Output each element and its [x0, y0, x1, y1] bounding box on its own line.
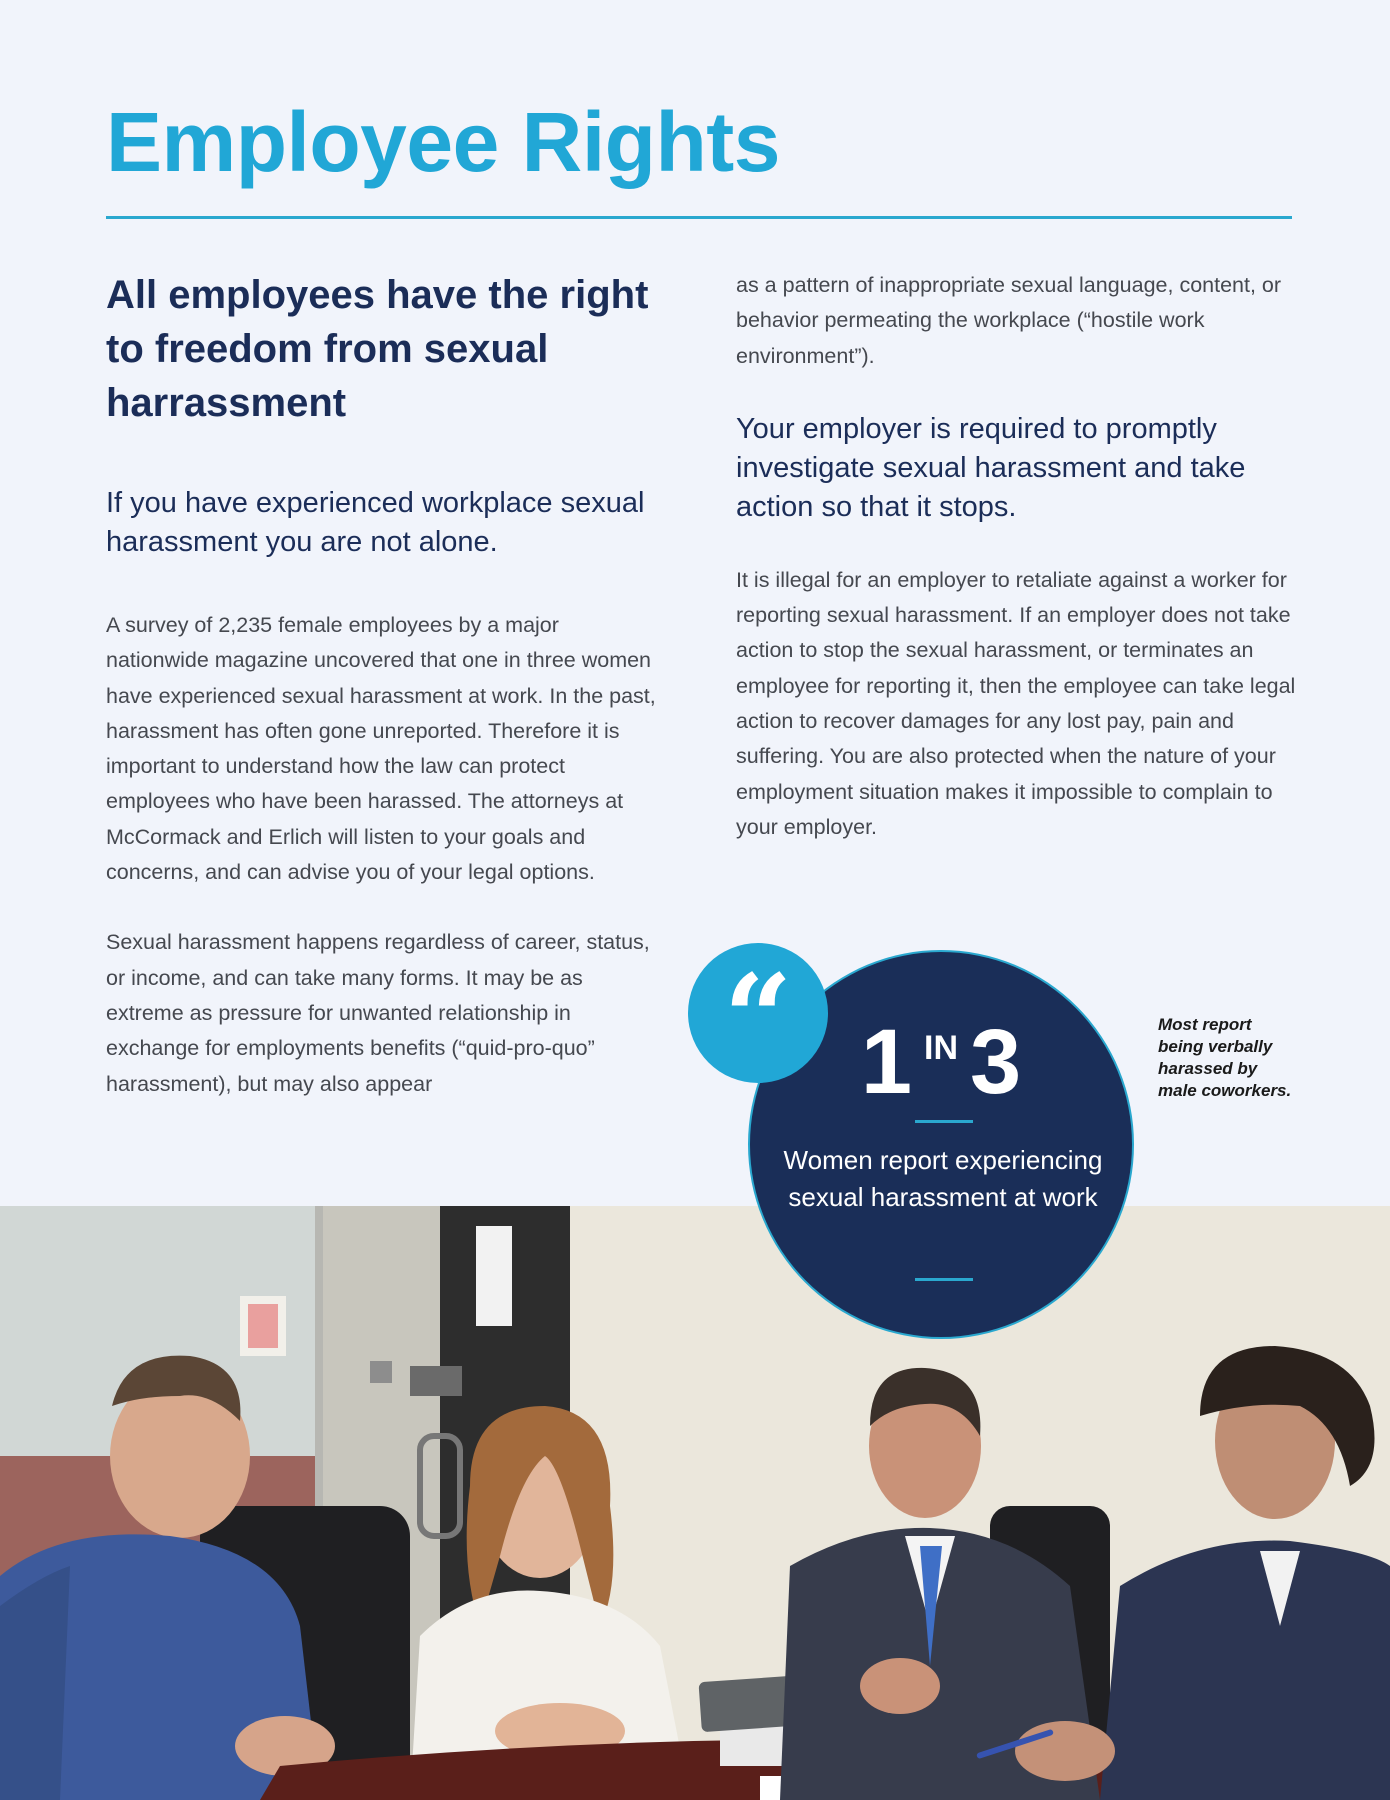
- stat-number-right: 3: [970, 1011, 1022, 1113]
- right-paragraph-1: It is illegal for an employer to retaliate against a worker for reporting sexual harassment. If an employer does not take action to stop the sexual harassment, or terminates an employee for reporting it, then the employee can take legal action to recover damages for any lost pay, pain and suffering. You are also protected when the nature of your employment situation makes it impossible to complain to your employer.: [736, 567, 1296, 839]
- stat-number-left: 1: [860, 1011, 912, 1113]
- left-headline: All employees have the right to freedom from sexual harrassment: [106, 273, 649, 425]
- left-column: [106, 268, 666, 1102]
- stat-caption: Women report experiencing sexual harassment at work: [783, 1145, 1103, 1212]
- stat-divider-top: [915, 1120, 973, 1123]
- stat-divider-bottom: [915, 1278, 973, 1281]
- left-subhead: If you have experienced workplace sexual harassment you are not alone.: [106, 487, 645, 558]
- left-paragraph-1: A survey of 2,235 female employees by a major nationwide magazine uncovered that one in three women have experienced sexual harassment at work. In the past, harassment has often gone unreported. Therefore it is important to understand how the law can protect employees who have been harassed. The attorneys at McCormack and Erlich will listen to your goals and concerns, and can advise you of your legal options.: [106, 613, 656, 885]
- quote-badge: [688, 943, 828, 1089]
- right-column: [736, 268, 1296, 845]
- title-divider: [106, 216, 1292, 219]
- quote-icon: “: [723, 948, 793, 1089]
- right-subhead: Your employer is required to promptly investigate sexual harassment and take action so that it stops.: [736, 412, 1246, 523]
- side-note: Most report being verbally harassed by male coworkers.: [1158, 1015, 1292, 1100]
- stat-number-mid: IN: [924, 1029, 958, 1067]
- right-paragraph-0: as a pattern of inappropriate sexual language, content, or behavior permeating the workplace (“hostile work environment”).: [736, 273, 1282, 368]
- meeting-photo: [0, 1206, 1390, 1800]
- page-title: Employee Rights: [106, 95, 780, 189]
- left-paragraph-2: Sexual harassment happens regardless of career, status, or income, and can take many forms. It may be as extreme as pressure for unwanted relationship in exchange for employments benefits (“quid-pro-quo” harassment), but may also appear: [106, 930, 650, 1096]
